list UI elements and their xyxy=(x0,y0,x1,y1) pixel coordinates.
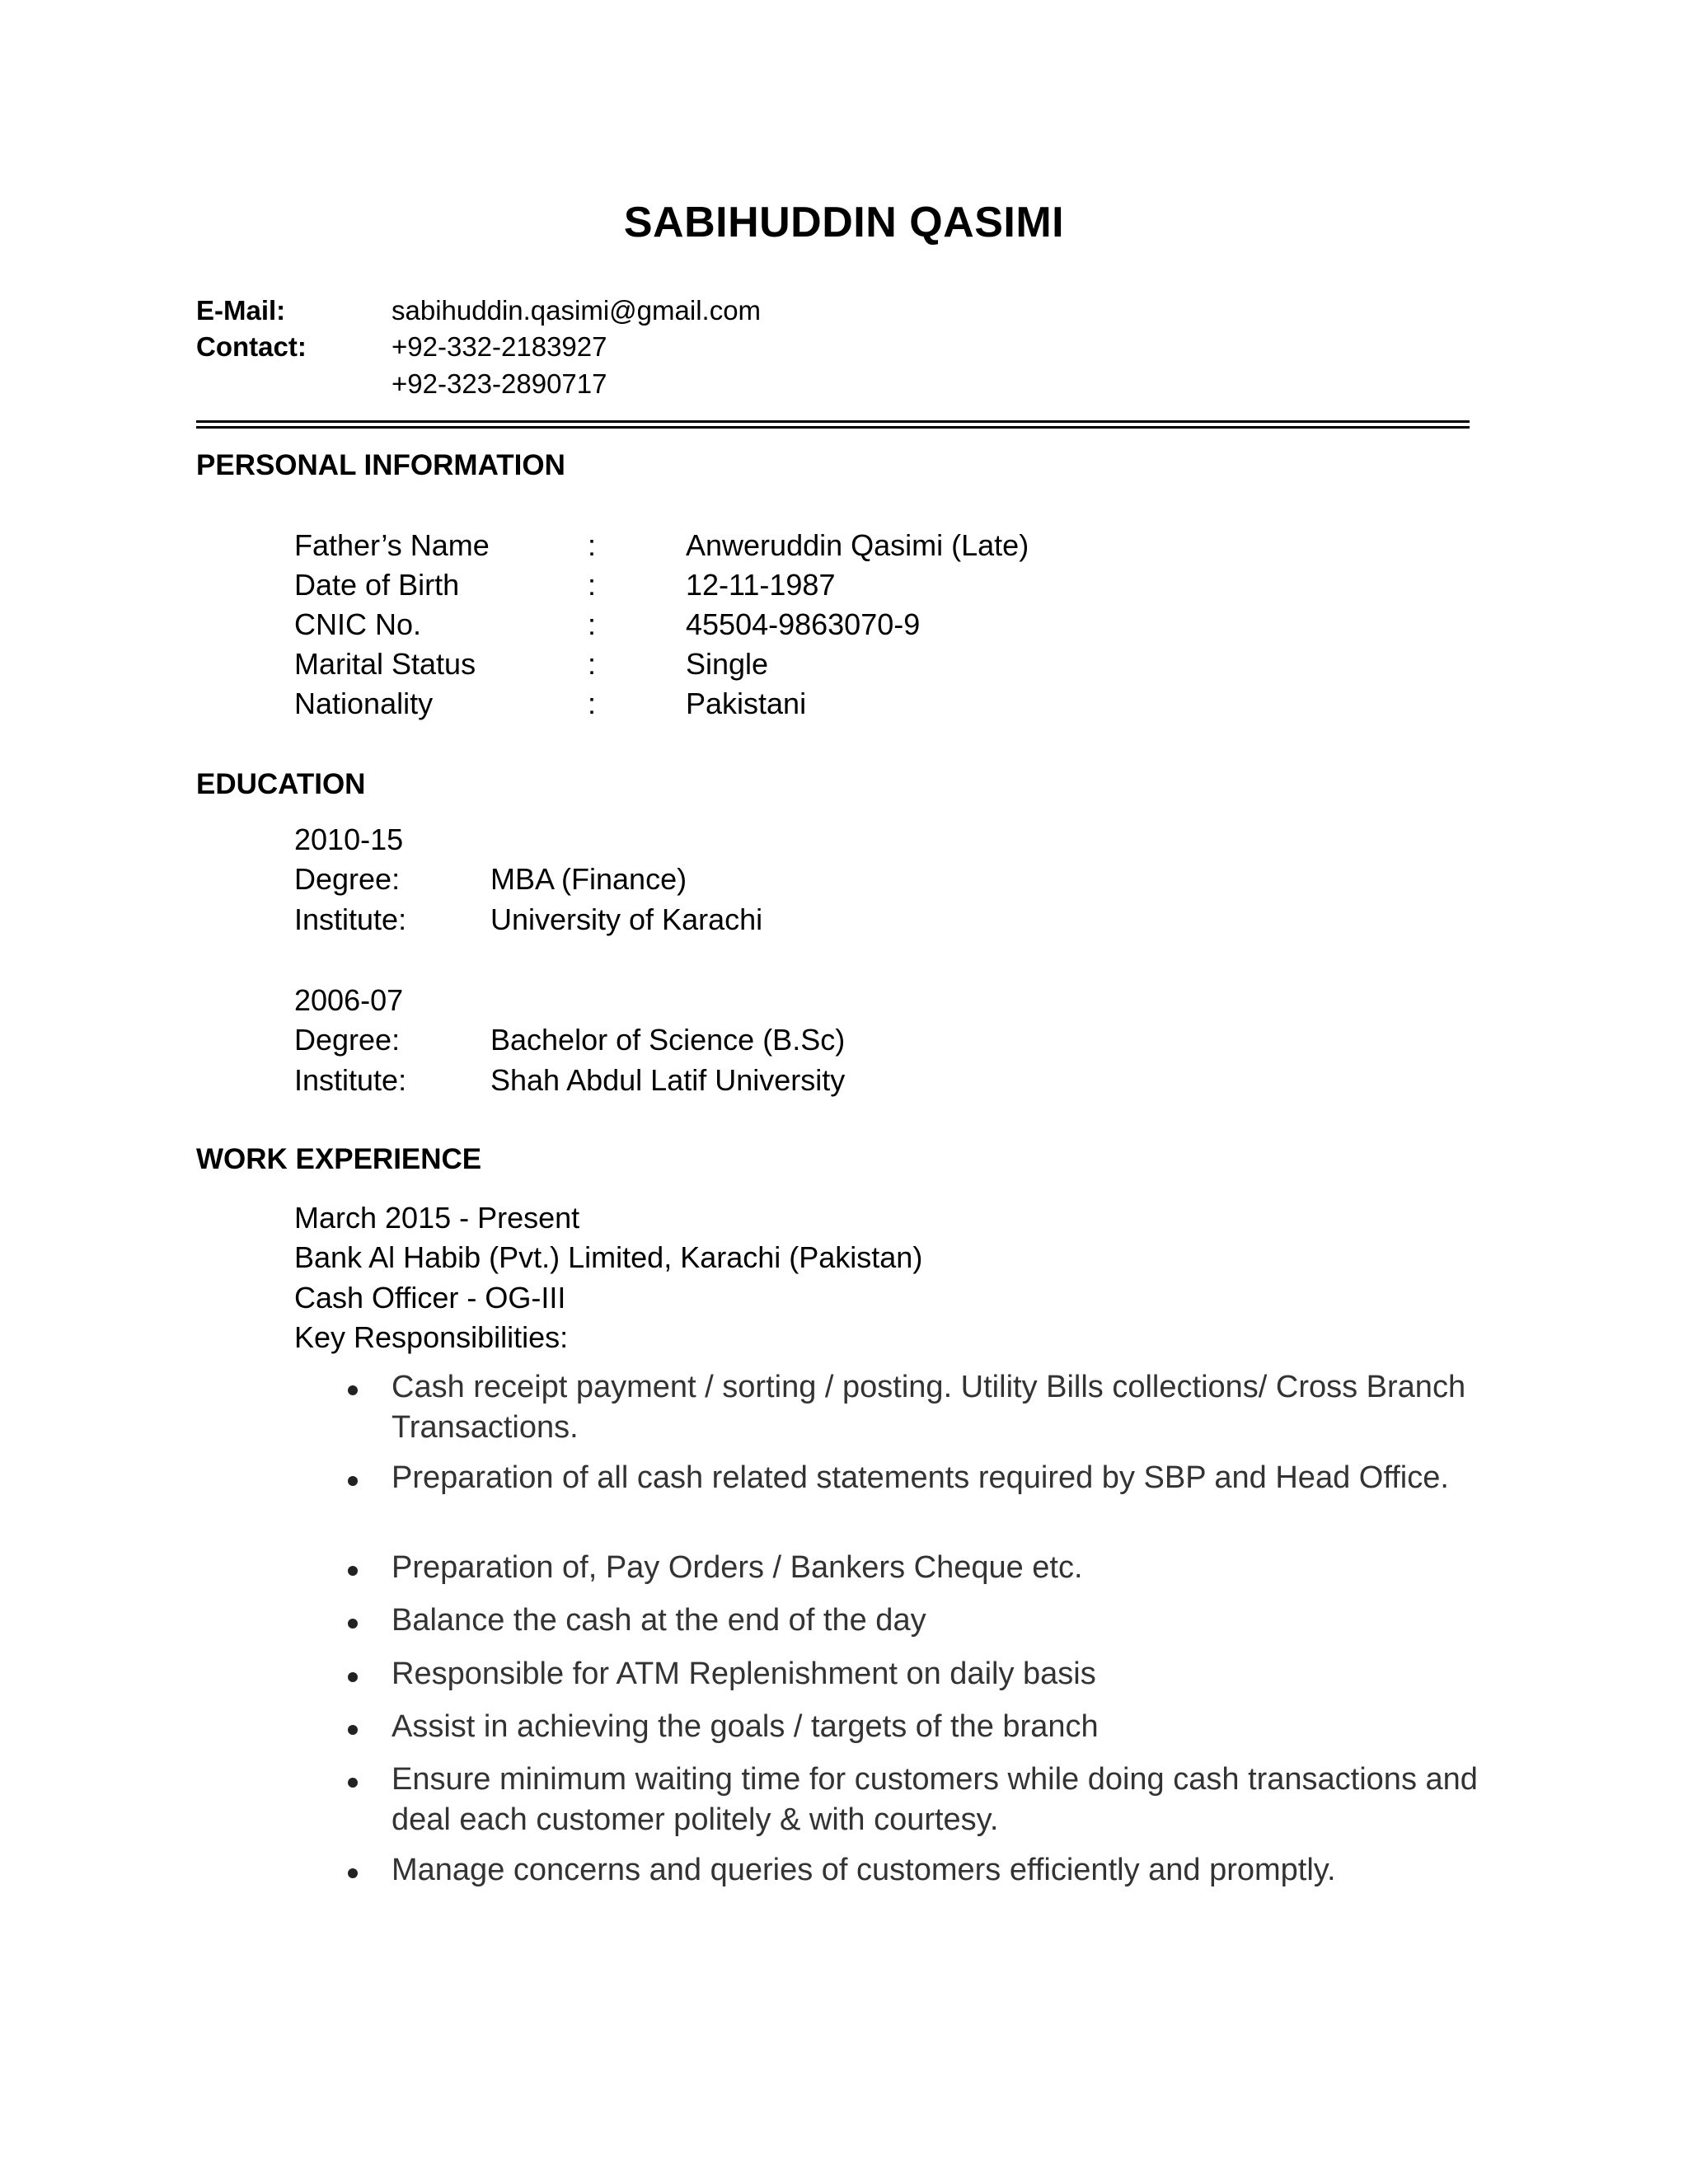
pi-sep: : xyxy=(588,647,597,681)
pi-value-nationality: Pakistani xyxy=(686,687,807,720)
work-responsibilities-label: Key Responsibilities: xyxy=(294,1320,569,1354)
pi-label-dob: Date of Birth xyxy=(294,568,460,602)
edu-institute: Shah Abdul Latif University xyxy=(490,1063,846,1097)
email-label: E-Mail: xyxy=(196,295,286,326)
responsibility-item: Cash receipt payment / sorting / posting. Utility Bills collections/ Cross Branch Transactions. xyxy=(392,1370,1466,1445)
responsibility-item: Preparation of all cash related statements required by SBP and Head Office. xyxy=(392,1460,1449,1495)
bullet-icon xyxy=(348,1385,358,1395)
edu-degree: Bachelor of Science (B.Sc) xyxy=(490,1023,846,1057)
bullet-icon xyxy=(348,1619,358,1629)
pi-label-marital: Marital Status xyxy=(294,647,476,681)
responsibility-item: Manage concerns and queries of customers efficiently and promptly. xyxy=(392,1853,1336,1887)
resume-name: SABIHUDDIN QASIMI xyxy=(623,199,1065,246)
phone-primary: +92-332-2183927 xyxy=(392,331,607,362)
responsibility-item: Ensure minimum waiting time for customers while doing cash transactions and deal each customer politely & with courtesy. xyxy=(392,1762,1478,1837)
edu-institute-label: Institute: xyxy=(294,902,407,936)
work-position: Cash Officer - OG-III xyxy=(294,1281,566,1315)
work-period: March 2015 - Present xyxy=(294,1201,580,1235)
bullet-icon xyxy=(348,1672,358,1682)
phone-secondary: +92-323-2890717 xyxy=(392,368,607,399)
bullet-icon xyxy=(348,1566,358,1576)
responsibility-item: Responsible for ATM Replenishment on daily basis xyxy=(392,1657,1096,1691)
responsibility-item: Assist in achieving the goals / targets of the branch xyxy=(392,1709,1099,1744)
contact-label: Contact: xyxy=(196,331,307,362)
pi-label-nationality: Nationality xyxy=(294,687,434,720)
bullet-icon xyxy=(348,1868,358,1878)
responsibility-item: Preparation of, Pay Orders / Bankers Cheque etc. xyxy=(392,1550,1083,1585)
work-experience-heading: WORK EXPERIENCE xyxy=(196,1143,482,1175)
pi-sep: : xyxy=(588,687,597,720)
pi-value-marital: Single xyxy=(686,647,769,681)
edu-degree-label: Degree: xyxy=(294,862,401,896)
edu-year: 2010-15 xyxy=(294,823,404,856)
bullet-icon xyxy=(348,1476,358,1486)
edu-degree: MBA (Finance) xyxy=(490,862,687,896)
pi-label-cnic: CNIC No. xyxy=(294,607,422,641)
edu-institute: University of Karachi xyxy=(490,902,763,936)
pi-value-father: Anweruddin Qasimi (Late) xyxy=(686,528,1029,562)
work-company: Bank Al Habib (Pvt.) Limited, Karachi (Pakistan) xyxy=(294,1240,923,1274)
edu-year: 2006-07 xyxy=(294,983,404,1017)
edu-institute-label: Institute: xyxy=(294,1063,407,1097)
personal-info-heading: PERSONAL INFORMATION xyxy=(196,449,565,481)
edu-degree-label: Degree: xyxy=(294,1023,401,1057)
bullet-icon xyxy=(348,1725,358,1735)
pi-value-cnic: 45504-9863070-9 xyxy=(686,607,921,641)
header-divider-bottom xyxy=(196,426,1470,429)
pi-sep: : xyxy=(588,568,597,602)
pi-label-father: Father’s Name xyxy=(294,528,490,562)
email-value: sabihuddin.qasimi@gmail.com xyxy=(392,295,762,326)
bullet-icon xyxy=(348,1778,358,1788)
pi-value-dob: 12-11-1987 xyxy=(686,568,836,602)
education-heading: EDUCATION xyxy=(196,768,366,800)
pi-sep: : xyxy=(588,607,597,641)
pi-sep: : xyxy=(588,528,597,562)
responsibility-item: Balance the cash at the end of the day xyxy=(392,1603,926,1638)
header-divider-top xyxy=(196,420,1470,423)
